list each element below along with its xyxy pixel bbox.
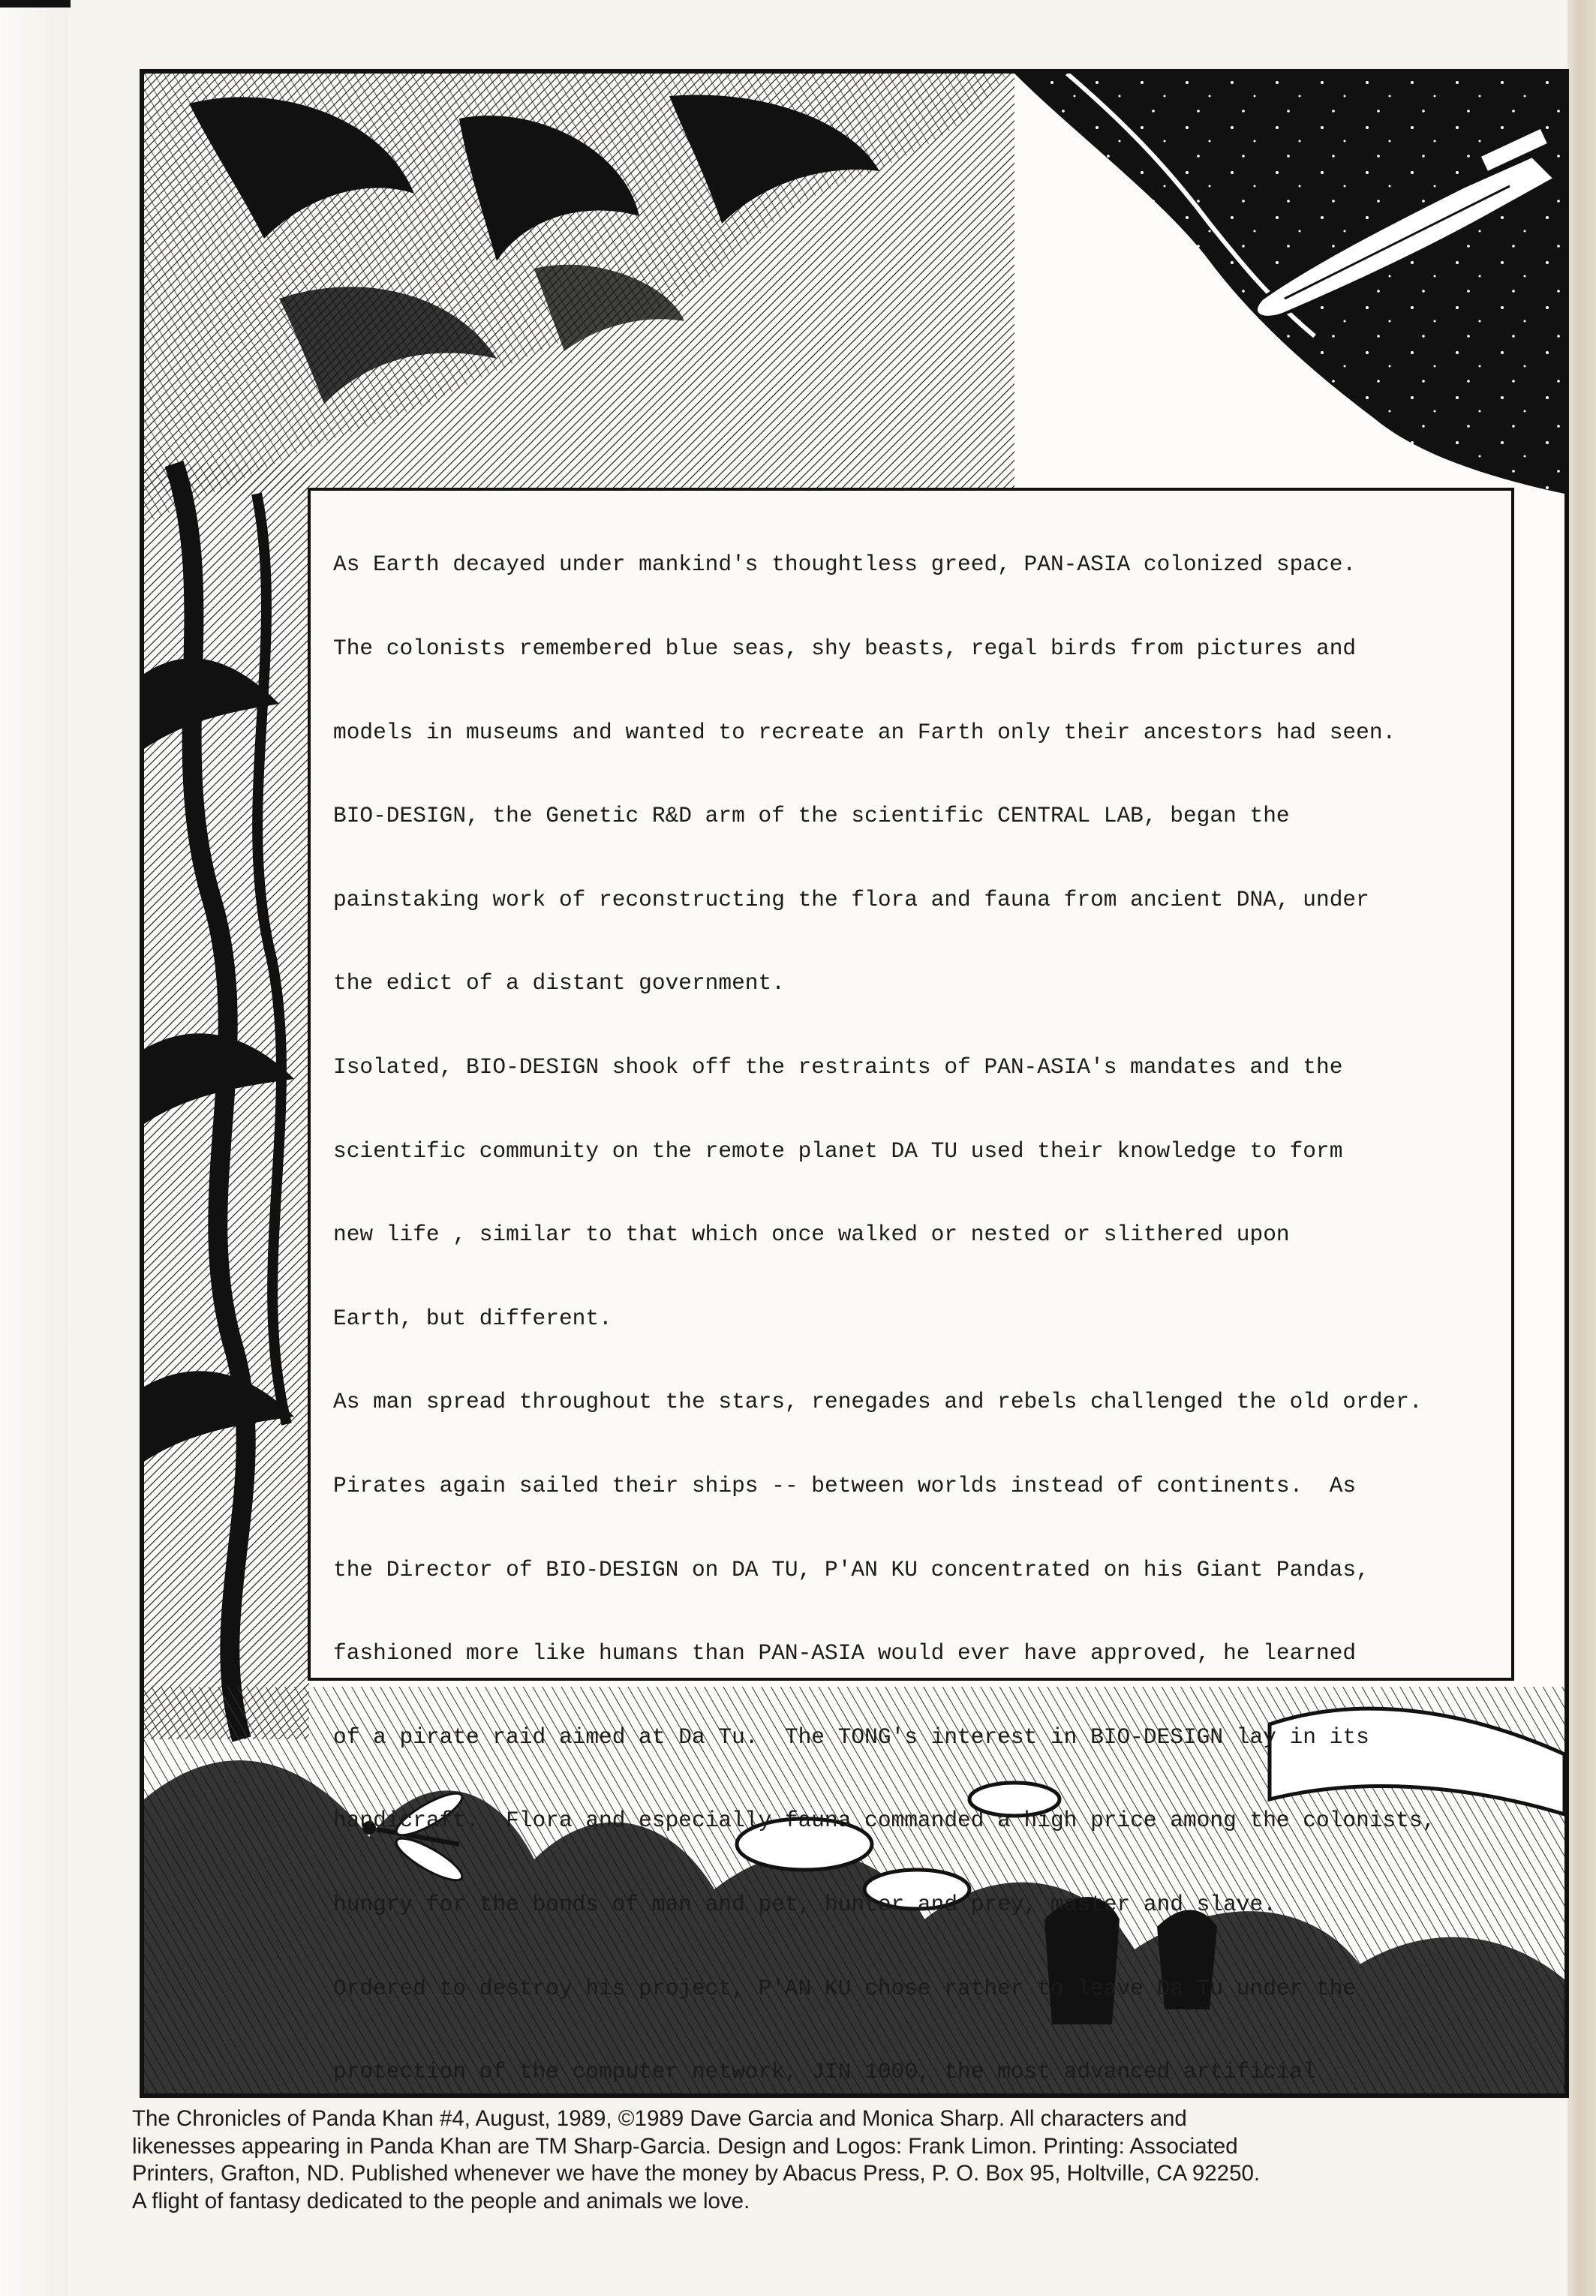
- credits-line: The Chronicles of Panda Khan #4, August, 1989, ©1989 Dave Garcia and Monica Sharp. All characters and: [132, 2106, 1187, 2131]
- illustration-panel: [140, 69, 1569, 2098]
- story-line: Isolated, BIO-DESIGN shook off the restraints of PAN-ASIA's mandates and the: [333, 1053, 1343, 1080]
- page-edge: [1567, 0, 1596, 2296]
- credits-line: A flight of fantasy dedicated to the people and animals we love.: [132, 2188, 750, 2213]
- story-line: Pirates again sailed their ships -- between worlds instead of continents. As: [333, 1472, 1357, 1498]
- story-line: The colonists remembered blue seas, shy beasts, regal birds from pictures and: [333, 636, 1357, 661]
- story-line: new life , similar to that which once walked or nested or slithered upon: [333, 1222, 1290, 1248]
- story-line: BIO-DESIGN, the Genetic R&D arm of the scientific CENTRAL LAB, began the: [333, 803, 1290, 829]
- story-line: fashioned more like humans than PAN-ASIA would ever have approved, he learned: [333, 1640, 1357, 1666]
- story-line: the Director of BIO-DESIGN on DA TU, P'AN KU concentrated on his Giant Pandas,: [333, 1556, 1369, 1582]
- page-gutter: [0, 0, 68, 2296]
- credits-block: [132, 2105, 1490, 2215]
- story-text: [333, 495, 1496, 2098]
- story-line: handicraft. Flora and especially fauna commanded a high price among the colonists,: [333, 1808, 1436, 1834]
- story-line: Ordered to destroy his project, P'AN KU chose rather to leave Da Tu under the: [333, 1975, 1357, 2001]
- vine-column-art: [144, 464, 309, 1739]
- credits-line: likenesses appearing in Panda Khan are TM Sharp-Garcia. Design and Logos: Frank Limon. Printing: Associated: [132, 2133, 1238, 2159]
- story-line: the edict of a distant government.: [333, 970, 785, 996]
- story-line: scientific community on the remote planet DA TU used their knowledge to form: [333, 1137, 1343, 1164]
- story-line: protection of the computer network, JIN 1000, the most advanced artificial: [333, 2059, 1317, 2085]
- story-line: hungry for the bonds of man and pet, hunter and prey, master and slave.: [333, 1891, 1276, 1917]
- corner-mark: [0, 0, 71, 8]
- story-line: painstaking work of reconstructing the flora and fauna from ancient DNA, under: [333, 886, 1369, 912]
- story-line: As man spread throughout the stars, renegades and rebels challenged the old order.: [333, 1389, 1423, 1415]
- story-text-box: [308, 488, 1514, 2085]
- story-line: As Earth decayed under mankind's thoughtless greed, PAN-ASIA colonized space.: [333, 551, 1357, 578]
- story-line: of a pirate raid aimed at Da Tu. The TONG's interest in BIO-DESIGN lay in its: [333, 1724, 1369, 1750]
- jungle-canopy-art: [144, 74, 1014, 524]
- story-line: Earth, but different.: [333, 1305, 612, 1331]
- credits-line: Printers, Grafton, ND. Published whenever we have the money by Abacus Press, P. O. Box 95, Holtville, CA 92250.: [132, 2161, 1261, 2186]
- story-line: models in museums and wanted to recreate an Farth only their ancestors had seen.: [333, 719, 1396, 745]
